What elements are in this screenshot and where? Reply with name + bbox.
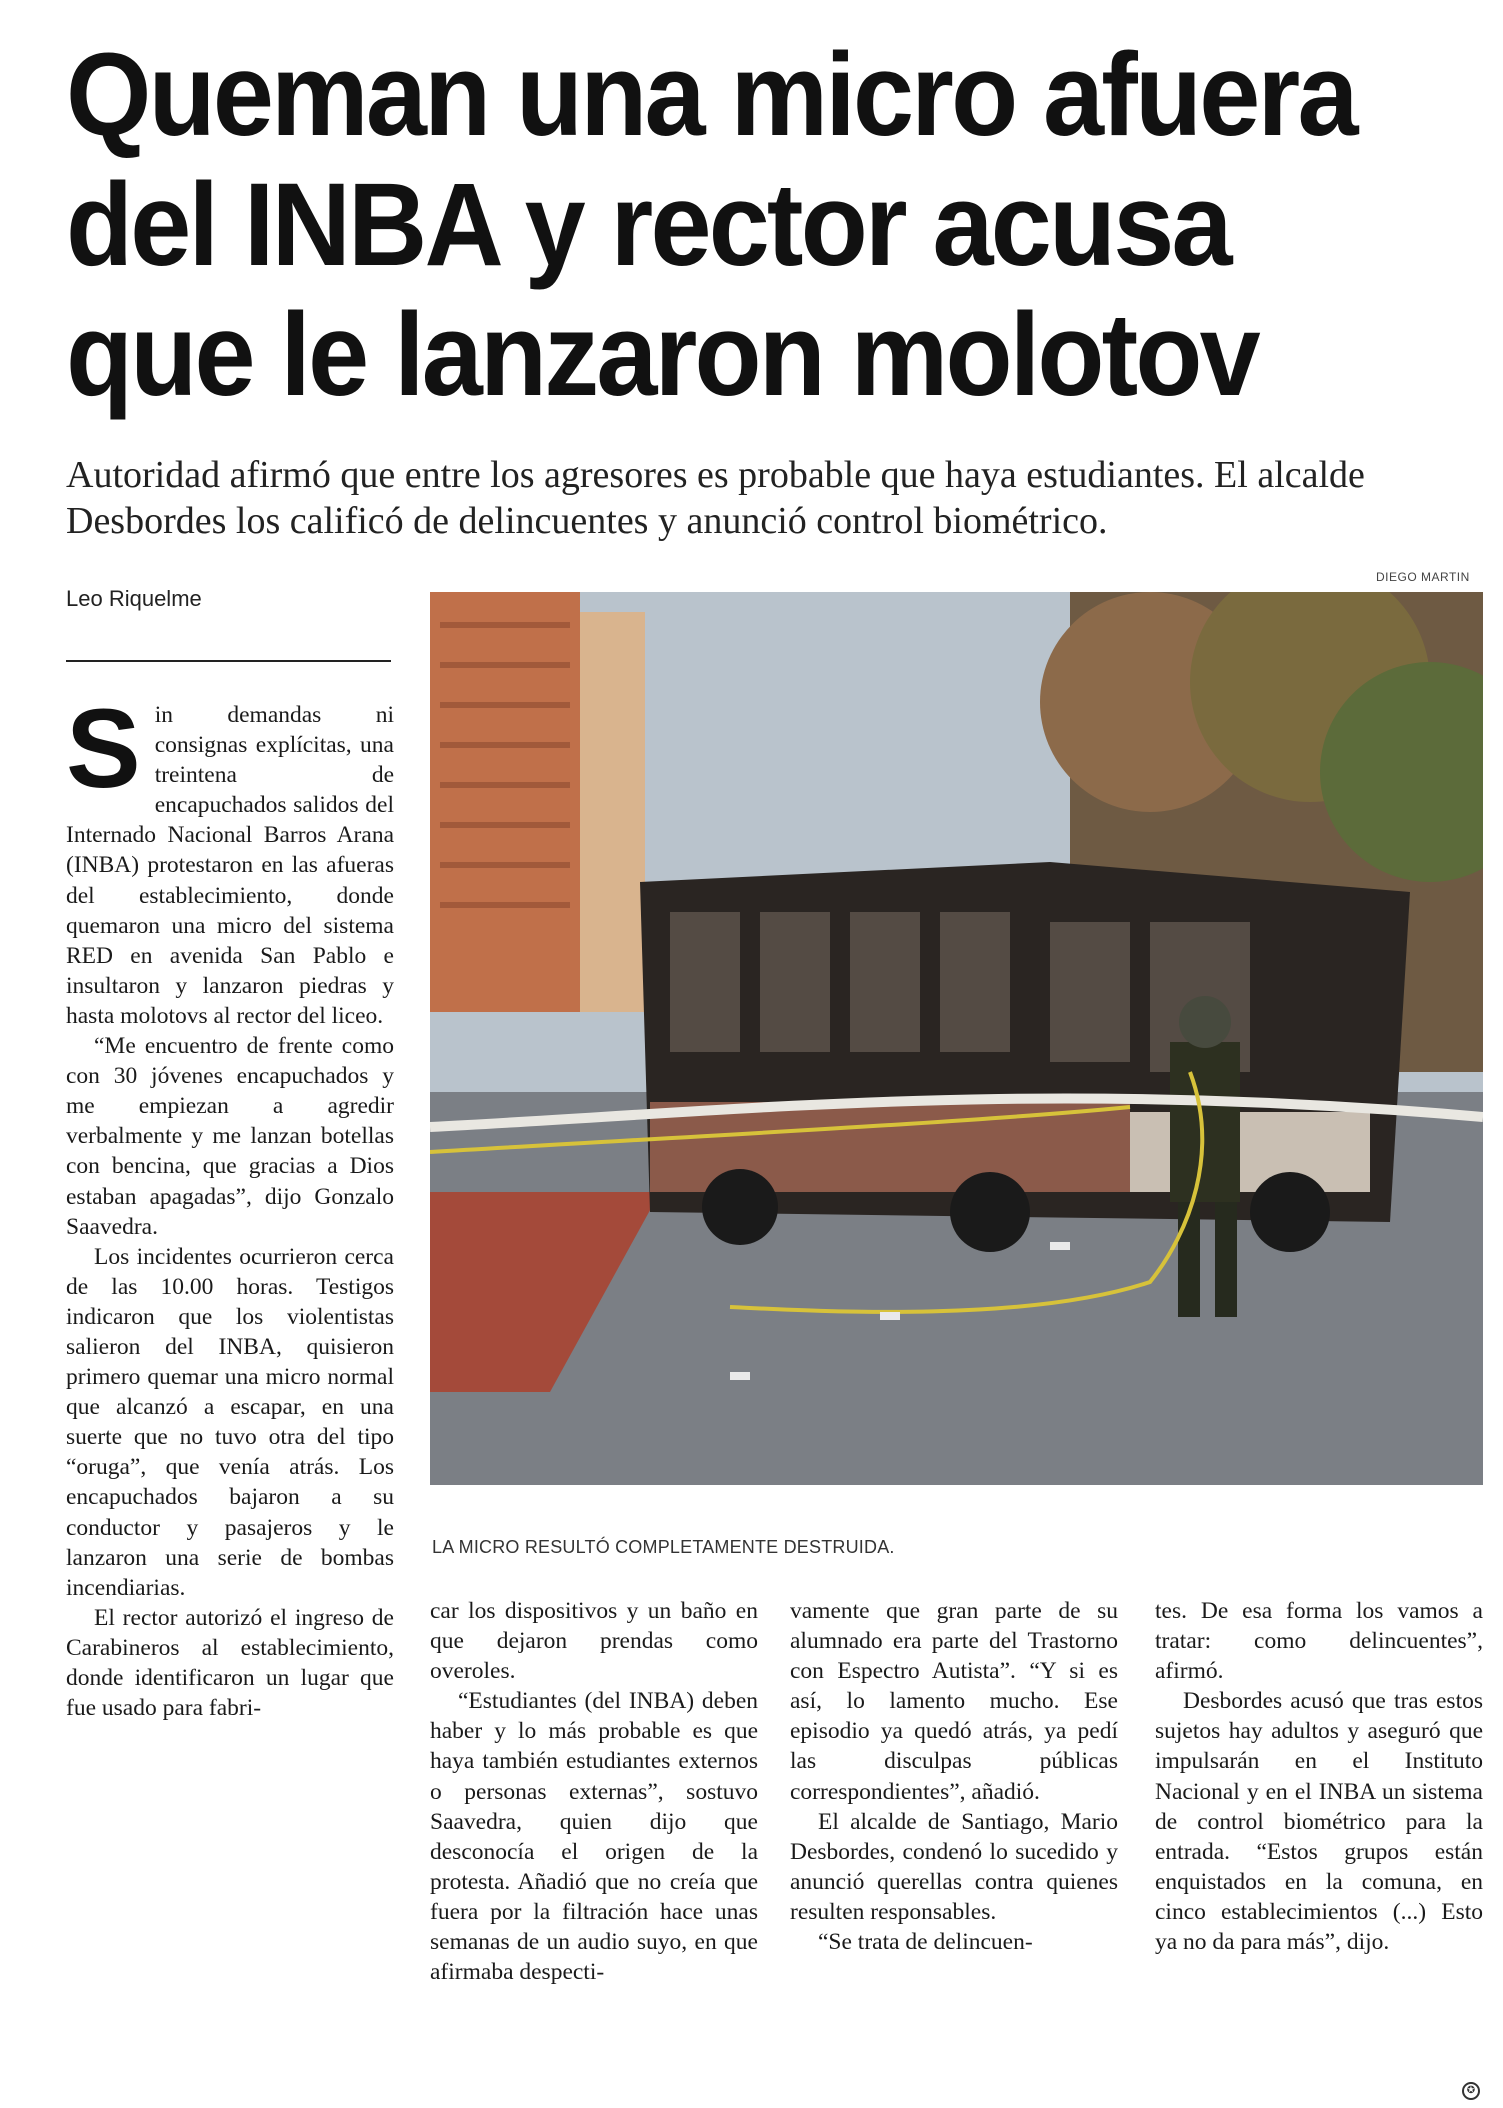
- paragraph-1-text: in demandas ni consignas explícitas, una treintena de encapuchados salidos del Internado Nacional Barros Arana (INBA) protestaron en las afueras del establecimiento, donde quemaron una micro del sistema RED en avenida San Pablo e insultaron y lanzaron piedras y hasta molotovs al rector del liceo.: [66, 702, 394, 1029]
- headline-line-1: Queman una micro afuera: [66, 29, 1356, 161]
- burned-bus-illustration: [430, 592, 1483, 1485]
- article-paragraph-9: “Se trata de delincuen-: [818, 1929, 1033, 1956]
- article-paragraph-8: El alcalde de Santiago, Mario Desbordes, condenó lo sucedido y anunció querellas contra quienes resulten responsables.: [790, 1808, 1118, 1925]
- article-paragraph-7: vamente que gran parte de su alumnado era parte del Trastorno con Espectro Autista”. “Y si es así, lo lamento mucho. Ese episodio ya quedó atrás, ya pedí las disculpas públicas correspondientes”, añadió.: [790, 1598, 1118, 1805]
- article-paragraph-11: Desbordes acusó que tras estos sujetos hay adultos y aseguró que impulsarán en el Instituto Nacional y en el INBA un sistema de control biométrico para la entrada. “Estos grupos están enquistados en la comuna, en cinco establecimientos (...) Esto ya no da para más”, dijo.: [1155, 1688, 1483, 1956]
- article-column-2: [430, 1596, 758, 1987]
- headline-line-3: que le lanzaron molotov: [66, 289, 1258, 421]
- article-column-1: [66, 686, 394, 1723]
- article-paragraph-2: “Me encuentro de frente como con 30 jóvenes encapuchados y me empiezan a agredir verbalmente y me lanzan botellas con bencina, que gracias a Dios estaban apagadas”, dijo Gonzalo Saavedra.: [66, 1033, 394, 1240]
- article-paragraph-1: [66, 686, 394, 1031]
- drop-cap: S: [66, 686, 141, 811]
- byline-divider: [66, 660, 391, 662]
- news-photo: [430, 592, 1483, 1485]
- article-paragraph-3: Los incidentes ocurrieron cerca de las 10.00 horas. Testigos indicaron que los violentistas salieron del INBA, quisieron primero quemar una micro normal que alcanzó a escapar, en una suerte que no tuvo otra del tipo “oruga”, que venía atrás. Los encapuchados bajaron a su conductor y pasajeros y le lanzaron una serie de bombas incendiarias.: [66, 1243, 394, 1601]
- byline: Leo Riquelme: [66, 586, 202, 611]
- headline: [66, 30, 1387, 420]
- deck-subheadline: Autoridad afirmó que entre los agresores es probable que haya estudiantes. El alcalde Desbordes los calificó de delincuentes y anunció control biométrico.: [66, 454, 1365, 542]
- article-paragraph-5: car los dispositivos y un baño en que dejaron prendas como overoles.: [430, 1598, 758, 1685]
- headline-line-2: del INBA y rector acusa: [66, 159, 1230, 291]
- photo-credit: DIEGO MARTIN: [1376, 570, 1470, 584]
- end-mark-icon: ✪: [1462, 2082, 1480, 2100]
- photo-caption: LA MICRO RESULTÓ COMPLETAMENTE DESTRUIDA.: [432, 1537, 895, 1557]
- article-paragraph-6: “Estudiantes (del INBA) deben haber y lo más probable es que haya también estudiantes externos o personas externas”, sostuvo Saavedra, quien dijo que desconocía el origen de la protesta. Añadió que no creía que fuera por la filtración hace unas semanas de un audio suyo, en que afirmaba despecti-: [430, 1688, 758, 1986]
- article-column-4: [1155, 1596, 1483, 1957]
- article-paragraph-4: El rector autorizó el ingreso de Carabineros al establecimiento, donde identificaron un lugar que fue usado para fabri-: [66, 1604, 394, 1722]
- article-column-3: [790, 1596, 1118, 1957]
- article-paragraph-10: tes. De esa forma los vamos a tratar: como delincuentes”, afirmó.: [1155, 1598, 1483, 1685]
